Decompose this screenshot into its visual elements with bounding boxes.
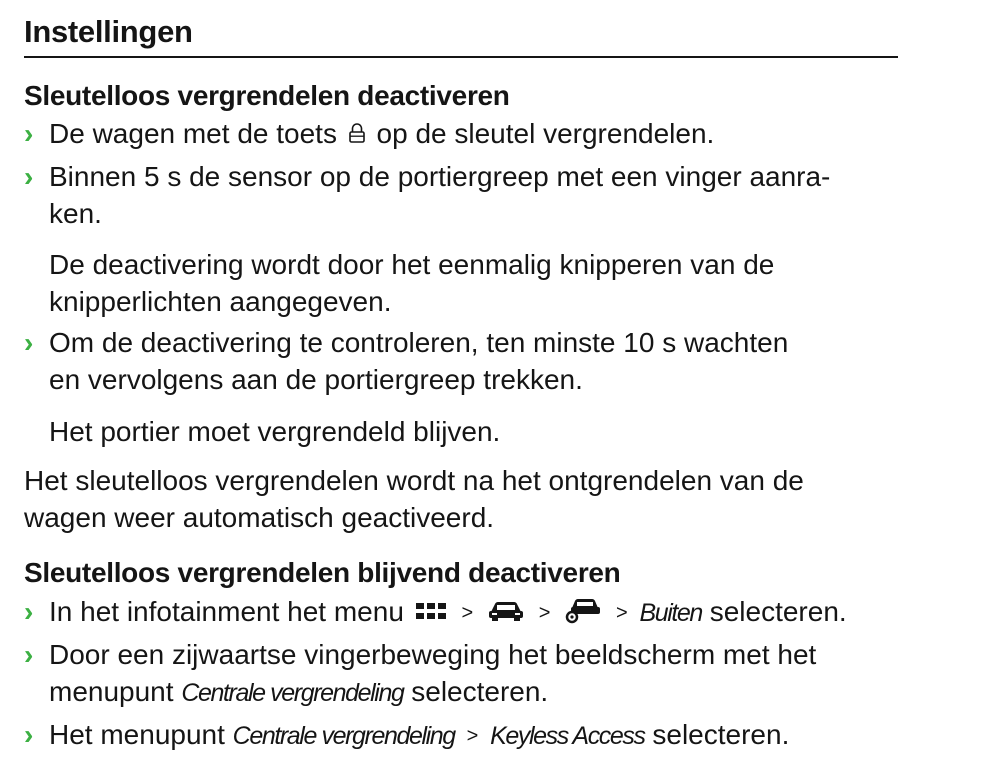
bullet-arrow-icon: ›	[24, 118, 34, 149]
bullet-arrow-icon: ›	[24, 719, 34, 750]
step-text: Het menupunt	[49, 719, 225, 750]
step-text: In het infotainment het menu	[49, 596, 404, 627]
step-text-line	[49, 673, 894, 712]
menu-term-buiten: Buiten	[639, 599, 702, 627]
bullet-arrow-icon: ›	[24, 596, 34, 627]
menu-separator: >	[466, 725, 479, 747]
note-text-reactivation	[24, 462, 894, 536]
menu-term-central-locking: Centrale vergrendeling	[232, 722, 455, 750]
bullet-arrow-icon: ›	[24, 639, 34, 670]
step-text: selecteren.	[411, 676, 549, 707]
step-lock-vehicle	[24, 115, 894, 152]
step-text-line: Binnen 5 s de sensor op de portiergreep met een vinger aanra-	[49, 161, 831, 192]
note-line: wagen weer automatisch geactiveerd.	[24, 502, 495, 533]
apps-grid-icon	[415, 601, 447, 621]
car-icon	[488, 600, 524, 622]
step-verify-deactivation	[24, 324, 894, 398]
result-text-door-locked: Het portier moet vergrendeld blijven.	[49, 416, 501, 447]
bullet-arrow-icon: ›	[24, 161, 34, 192]
step-text: De wagen met de toets	[49, 118, 337, 149]
step-text-line: ken.	[49, 198, 102, 229]
page-title: Instellingen	[24, 14, 193, 49]
title-divider	[24, 56, 898, 58]
menu-separator: >	[538, 602, 551, 624]
car-settings-icon	[565, 598, 601, 624]
menu-separator: >	[461, 602, 474, 624]
menu-term-central-locking: Centrale vergrendeling	[181, 679, 404, 707]
step-text-line: en vervolgens aan de portiergreep trekken.	[49, 364, 583, 395]
step-text: selecteren.	[652, 719, 790, 750]
section-heading-deactivate: Sleutelloos vergrendelen deactiveren	[24, 80, 510, 111]
step-text: op de sleutel vergrendelen.	[376, 118, 715, 149]
bullet-arrow-icon: ›	[24, 327, 34, 358]
step-touch-sensor	[24, 158, 894, 232]
menu-separator: >	[615, 602, 628, 624]
result-line: De deactivering wordt door het eenmalig knipperen van de	[49, 249, 775, 280]
result-line: knipperlichten aangegeven.	[49, 286, 392, 317]
step-text: menupunt	[49, 676, 174, 707]
menu-term-keyless-access: Keyless Access	[490, 722, 645, 750]
step-swipe-menu	[24, 636, 894, 712]
step-text-line: Door een zijwaartse vingerbeweging het beeldscherm met het	[49, 639, 817, 670]
step-select-keyless	[24, 716, 894, 757]
lock-icon	[348, 122, 366, 144]
step-text-line: Om de deactivering te controleren, ten minste 10 s wachten	[49, 327, 789, 358]
result-text-deactivation	[24, 246, 894, 320]
step-open-menu	[24, 593, 894, 634]
note-line: Het sleutelloos vergrendelen wordt na het ontgrendelen van de	[24, 465, 804, 496]
step-text: selecteren.	[709, 596, 847, 627]
section-heading-permanent: Sleutelloos vergrendelen blijvend deactiveren	[24, 557, 621, 588]
